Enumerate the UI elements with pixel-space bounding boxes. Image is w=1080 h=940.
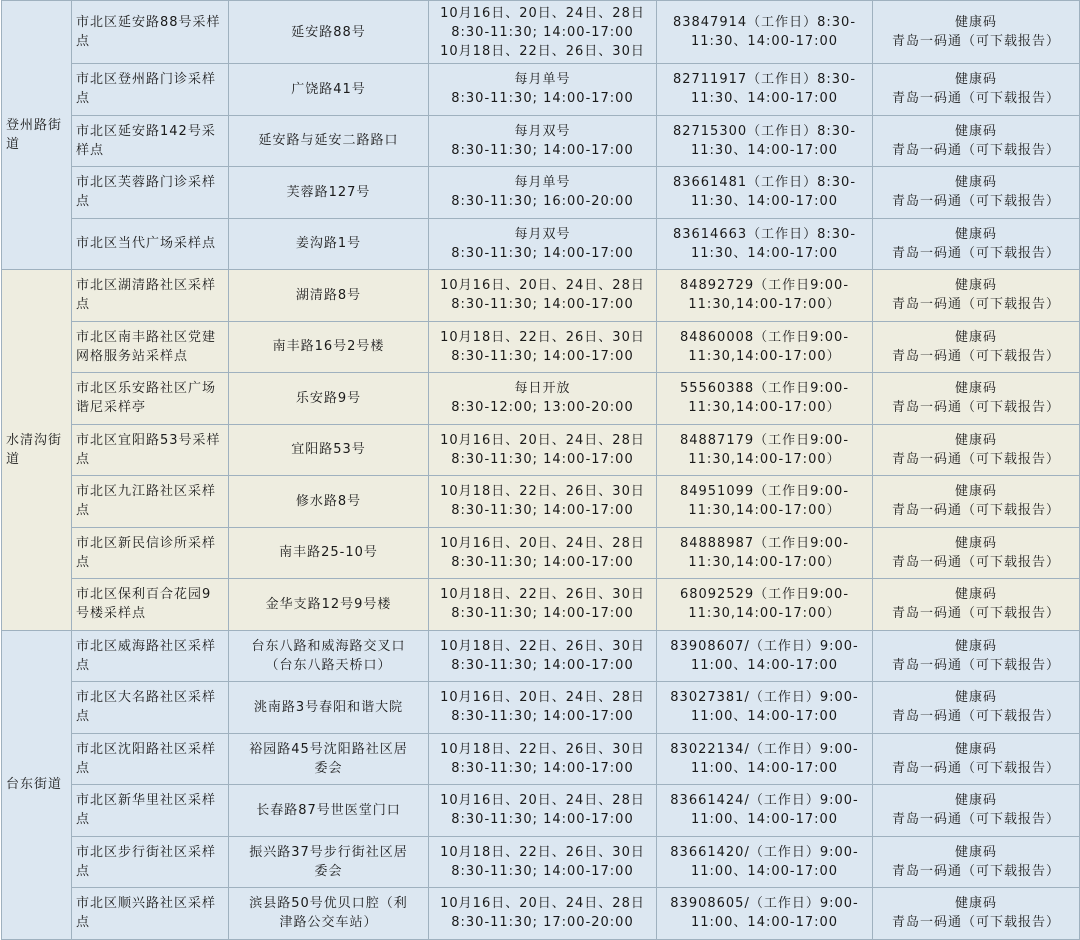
address-text: 振兴路37号步行街社区居 bbox=[249, 844, 408, 860]
phone-text: 83027381/（工作日）9:00- bbox=[670, 690, 859, 706]
code-text: 健康码 bbox=[954, 844, 997, 860]
hours-text: 8:30-11:30; 14:00-17:00 bbox=[451, 451, 634, 467]
code-text: 青岛一码通（可下载报告） bbox=[891, 657, 1060, 673]
site-name: 市北区步行街社区采样 bbox=[76, 844, 217, 860]
code-text: 健康码 bbox=[954, 896, 997, 912]
phone-text: 83661420/（工作日）9:00- bbox=[670, 844, 859, 860]
hours-text: 8:30-11:30; 14:00-17:00 bbox=[451, 606, 634, 622]
hours-text: 每月双号 bbox=[514, 123, 571, 139]
table-row bbox=[2, 527, 1080, 579]
site-name: 市北区威海路社区采样 bbox=[76, 638, 217, 654]
table-row bbox=[2, 476, 1080, 528]
site-name-cell bbox=[72, 888, 229, 940]
phone-cell bbox=[657, 527, 873, 579]
address-text: 滨县路50号优贝口腔（利 bbox=[249, 896, 408, 912]
address-text: 延安路与延安二路路口 bbox=[258, 133, 399, 149]
code-text: 青岛一码通（可下载报告） bbox=[891, 554, 1060, 570]
hours-text: 8:30-11:30; 14:00-17:00 bbox=[451, 812, 634, 828]
address-text: 南丰路25-10号 bbox=[279, 545, 378, 561]
table-row bbox=[2, 836, 1080, 888]
site-name: 市北区宜阳路53号采样 bbox=[76, 432, 221, 448]
code-requirement-cell bbox=[873, 1, 1080, 64]
table-row bbox=[2, 424, 1080, 476]
code-text: 健康码 bbox=[954, 175, 997, 191]
hours-text: 10月16日、20日、24日、28日 bbox=[440, 278, 645, 294]
code-text: 健康码 bbox=[954, 329, 997, 345]
phone-text: 83847914（工作日）8:30- bbox=[672, 15, 857, 30]
hours-text: 10月18日、22日、26日、30日 bbox=[440, 329, 645, 345]
site-name: 市北区当代广场采样点 bbox=[76, 236, 217, 252]
hours-cell bbox=[429, 579, 657, 631]
site-name: 样点 bbox=[76, 142, 105, 158]
address-cell bbox=[229, 733, 429, 785]
hours-text: 10月16日、20日、24日、28日 bbox=[440, 5, 645, 21]
code-text: 健康码 bbox=[954, 741, 997, 757]
phone-text: 11:30,14:00-17:00） bbox=[688, 348, 841, 364]
hours-text: 10月16日、20日、24日、28日 bbox=[440, 896, 645, 912]
hours-text: 8:30-11:30; 14:00-17:00 bbox=[451, 297, 634, 313]
address-cell bbox=[229, 424, 429, 476]
phone-text: 11:00、14:00-17:00 bbox=[690, 863, 839, 879]
code-requirement-cell bbox=[873, 733, 1080, 785]
site-name: 市北区新华里社区采样 bbox=[76, 793, 217, 809]
address-text: 津路公交车站） bbox=[279, 915, 378, 931]
phone-text: 83661424/（工作日）9:00- bbox=[670, 793, 859, 809]
hours-cell bbox=[429, 733, 657, 785]
address-text: 广饶路41号 bbox=[291, 81, 366, 97]
hours-text: 8:30-11:30; 14:00-17:00 bbox=[451, 91, 634, 107]
hours-cell bbox=[429, 527, 657, 579]
phone-text: 84892729（工作日9:00- bbox=[679, 278, 850, 294]
hours-cell bbox=[429, 476, 657, 528]
site-name-cell bbox=[72, 270, 229, 322]
site-name-cell bbox=[72, 64, 229, 116]
site-name: 市北区延安路142号采 bbox=[76, 123, 216, 139]
hours-text: 10月18日、22日、26日、30日 bbox=[440, 741, 645, 757]
phone-text: 82711917（工作日）8:30- bbox=[672, 72, 857, 88]
address-text: 延安路88号 bbox=[291, 24, 366, 40]
code-requirement-cell bbox=[873, 527, 1080, 579]
site-name: 点 bbox=[76, 297, 91, 313]
site-name: 号楼采样点 bbox=[76, 606, 147, 622]
phone-text: 11:30、14:00-17:00 bbox=[690, 142, 839, 158]
hours-text: 10月18日、22日、26日、30日 bbox=[440, 484, 645, 500]
table-row bbox=[2, 888, 1080, 940]
address-text: 委会 bbox=[314, 760, 343, 776]
street-cell bbox=[2, 1, 72, 270]
site-name-cell bbox=[72, 115, 229, 167]
phone-text: 84888987（工作日9:00- bbox=[679, 535, 850, 551]
address-cell bbox=[229, 836, 429, 888]
hours-cell bbox=[429, 321, 657, 373]
code-text: 青岛一码通（可下载报告） bbox=[891, 606, 1060, 622]
phone-cell bbox=[657, 579, 873, 631]
site-name: 市北区南丰路社区党建 bbox=[76, 329, 217, 345]
phone-text: 11:00、14:00-17:00 bbox=[690, 657, 839, 673]
address-text: （台东八路天桥口） bbox=[265, 657, 392, 673]
phone-text: 83908607/（工作日）9:00- bbox=[670, 638, 859, 654]
code-text: 青岛一码通（可下载报告） bbox=[891, 91, 1060, 107]
code-requirement-cell bbox=[873, 218, 1080, 270]
code-text: 青岛一码通（可下载报告） bbox=[891, 142, 1060, 158]
hours-text: 8:30-11:30; 14:00-17:00 bbox=[451, 348, 634, 364]
hours-cell bbox=[429, 64, 657, 116]
code-text: 健康码 bbox=[954, 15, 997, 30]
code-text: 健康码 bbox=[954, 587, 997, 603]
code-text: 健康码 bbox=[954, 381, 997, 397]
hours-text: 8:30-11:30; 14:00-17:00 bbox=[451, 245, 634, 261]
code-text: 健康码 bbox=[954, 226, 997, 242]
phone-cell bbox=[657, 785, 873, 837]
street-cell bbox=[2, 270, 72, 631]
hours-text: 8:30-11:30; 14:00-17:00 bbox=[451, 760, 634, 776]
hours-text: 8:30-12:00; 13:00-20:00 bbox=[451, 400, 634, 416]
address-cell bbox=[229, 115, 429, 167]
phone-text: 55560388（工作日9:00- bbox=[679, 381, 850, 397]
address-cell bbox=[229, 527, 429, 579]
code-requirement-cell bbox=[873, 115, 1080, 167]
street-name: 登州路街 bbox=[6, 118, 63, 133]
hours-text: 每月双号 bbox=[514, 226, 571, 242]
site-name: 谐尼采样亭 bbox=[76, 400, 147, 416]
address-cell bbox=[229, 682, 429, 734]
code-text: 青岛一码通（可下载报告） bbox=[891, 194, 1060, 210]
site-name: 市北区沈阳路社区采样 bbox=[76, 741, 217, 757]
street-name: 道 bbox=[6, 451, 21, 467]
phone-cell bbox=[657, 630, 873, 682]
table-row bbox=[2, 167, 1080, 219]
code-requirement-cell bbox=[873, 836, 1080, 888]
code-text: 青岛一码通（可下载报告） bbox=[891, 503, 1060, 519]
table-row bbox=[2, 579, 1080, 631]
address-cell bbox=[229, 888, 429, 940]
table-row bbox=[2, 115, 1080, 167]
code-text: 健康码 bbox=[954, 123, 997, 139]
phone-text: 11:30,14:00-17:00） bbox=[688, 503, 841, 519]
phone-text: 11:30,14:00-17:00） bbox=[688, 400, 841, 416]
phone-cell bbox=[657, 682, 873, 734]
code-text: 青岛一码通（可下载报告） bbox=[891, 812, 1060, 828]
table-row bbox=[2, 785, 1080, 837]
site-name-cell bbox=[72, 527, 229, 579]
street-name: 水清沟街 bbox=[6, 432, 63, 448]
site-name: 点 bbox=[76, 91, 91, 107]
hours-text: 每月单号 bbox=[514, 72, 571, 88]
address-text: 裕园路45号沈阳路社区居 bbox=[249, 741, 408, 757]
address-cell bbox=[229, 630, 429, 682]
hours-text: 10月18日、22日、26日、30日 bbox=[440, 587, 645, 603]
code-requirement-cell bbox=[873, 888, 1080, 940]
table-row bbox=[2, 270, 1080, 322]
code-text: 青岛一码通（可下载报告） bbox=[891, 760, 1060, 776]
address-cell bbox=[229, 64, 429, 116]
phone-cell bbox=[657, 115, 873, 167]
site-name-cell bbox=[72, 167, 229, 219]
site-name-cell bbox=[72, 630, 229, 682]
address-cell bbox=[229, 579, 429, 631]
code-text: 青岛一码通（可下载报告） bbox=[891, 34, 1060, 49]
phone-cell bbox=[657, 373, 873, 425]
hours-text: 8:30-11:30; 14:00-17:00 bbox=[451, 554, 634, 570]
address-cell bbox=[229, 785, 429, 837]
code-text: 健康码 bbox=[954, 72, 997, 88]
table-row bbox=[2, 373, 1080, 425]
phone-text: 11:30、14:00-17:00 bbox=[690, 245, 839, 261]
phone-text: 11:30、14:00-17:00 bbox=[690, 194, 839, 210]
code-text: 青岛一码通（可下载报告） bbox=[891, 245, 1060, 261]
hours-text: 10月18日、22日、26日、30日 bbox=[440, 844, 645, 860]
site-name: 市北区延安路88号采样 bbox=[76, 15, 221, 30]
address-text: 长春路87号世医堂门口 bbox=[256, 802, 401, 818]
table-row bbox=[2, 682, 1080, 734]
site-name-cell bbox=[72, 733, 229, 785]
phone-text: 83661481（工作日）8:30- bbox=[672, 175, 857, 191]
code-text: 健康码 bbox=[954, 484, 997, 500]
code-requirement-cell bbox=[873, 579, 1080, 631]
code-requirement-cell bbox=[873, 321, 1080, 373]
address-cell bbox=[229, 167, 429, 219]
address-cell bbox=[229, 373, 429, 425]
phone-cell bbox=[657, 167, 873, 219]
hours-text: 8:30-11:30; 14:00-17:00 bbox=[451, 657, 634, 673]
code-text: 健康码 bbox=[954, 432, 997, 448]
hours-text: 每月单号 bbox=[514, 175, 571, 191]
phone-cell bbox=[657, 888, 873, 940]
address-text: 委会 bbox=[314, 863, 343, 879]
phone-text: 11:30,14:00-17:00） bbox=[688, 297, 841, 313]
code-text: 青岛一码通（可下载报告） bbox=[891, 297, 1060, 313]
table-row bbox=[2, 218, 1080, 270]
table-row bbox=[2, 733, 1080, 785]
hours-cell bbox=[429, 115, 657, 167]
code-requirement-cell bbox=[873, 476, 1080, 528]
code-text: 青岛一码通（可下载报告） bbox=[891, 400, 1060, 416]
site-name: 点 bbox=[76, 194, 91, 210]
hours-text: 8:30-11:30; 14:00-17:00 bbox=[451, 142, 634, 158]
code-requirement-cell bbox=[873, 630, 1080, 682]
site-name: 点 bbox=[76, 503, 91, 519]
address-text: 台东八路和威海路交叉口 bbox=[251, 638, 406, 654]
site-name-cell bbox=[72, 785, 229, 837]
address-text: 姜沟路1号 bbox=[295, 236, 362, 252]
site-name-cell bbox=[72, 836, 229, 888]
phone-text: 83614663（工作日）8:30- bbox=[672, 226, 857, 242]
phone-text: 11:00、14:00-17:00 bbox=[690, 915, 839, 931]
phone-cell bbox=[657, 64, 873, 116]
hours-cell bbox=[429, 167, 657, 219]
site-name: 市北区登州路门诊采样 bbox=[76, 72, 217, 88]
site-name-cell bbox=[72, 321, 229, 373]
hours-text: 10月16日、20日、24日、28日 bbox=[440, 690, 645, 706]
phone-text: 83908605/（工作日）9:00- bbox=[670, 896, 859, 912]
phone-cell bbox=[657, 424, 873, 476]
phone-text: 84860008（工作日9:00- bbox=[679, 329, 850, 345]
hours-text: 10月16日、20日、24日、28日 bbox=[440, 535, 645, 551]
hours-text: 8:30-11:30; 17:00-20:00 bbox=[451, 915, 634, 931]
code-text: 健康码 bbox=[954, 690, 997, 706]
hours-cell bbox=[429, 888, 657, 940]
phone-text: 11:30、14:00-17:00 bbox=[690, 91, 839, 107]
table-body bbox=[2, 1, 1080, 940]
phone-cell bbox=[657, 321, 873, 373]
code-requirement-cell bbox=[873, 64, 1080, 116]
hours-text: 8:30-11:30; 14:00-17:00 bbox=[451, 503, 634, 519]
address-text: 金华支路12号9号楼 bbox=[265, 596, 392, 612]
phone-text: 11:30,14:00-17:00） bbox=[688, 554, 841, 570]
site-name: 市北区九江路社区采样 bbox=[76, 484, 217, 500]
site-name: 点 bbox=[76, 863, 91, 879]
table-row bbox=[2, 1, 1080, 64]
code-text: 青岛一码通（可下载报告） bbox=[891, 451, 1060, 467]
code-requirement-cell bbox=[873, 373, 1080, 425]
table-row bbox=[2, 630, 1080, 682]
phone-cell bbox=[657, 836, 873, 888]
code-text: 青岛一码通（可下载报告） bbox=[891, 863, 1060, 879]
site-name: 市北区乐安路社区广场 bbox=[76, 381, 217, 397]
phone-text: 84951099（工作日9:00- bbox=[679, 484, 850, 500]
hours-text: 8:30-11:30; 14:00-17:00 bbox=[451, 863, 634, 879]
site-name: 市北区芙蓉路门诊采样 bbox=[76, 175, 217, 191]
address-text: 宜阳路53号 bbox=[291, 442, 366, 458]
phone-text: 11:00、14:00-17:00 bbox=[690, 709, 839, 725]
phone-text: 11:00、14:00-17:00 bbox=[690, 812, 839, 828]
site-name: 市北区湖清路社区采样 bbox=[76, 278, 217, 294]
site-name: 点 bbox=[76, 451, 91, 467]
hours-cell bbox=[429, 218, 657, 270]
hours-cell bbox=[429, 373, 657, 425]
table-row bbox=[2, 321, 1080, 373]
site-name: 市北区保利百合花园9 bbox=[76, 587, 212, 603]
address-text: 乐安路9号 bbox=[295, 390, 362, 406]
site-name: 点 bbox=[76, 554, 91, 570]
address-text: 芙蓉路127号 bbox=[286, 184, 371, 200]
site-name-cell bbox=[72, 424, 229, 476]
phone-text: 11:30,14:00-17:00） bbox=[688, 606, 841, 622]
site-name: 点 bbox=[76, 657, 91, 673]
phone-cell bbox=[657, 476, 873, 528]
hours-cell bbox=[429, 785, 657, 837]
phone-cell bbox=[657, 1, 873, 64]
hours-cell bbox=[429, 630, 657, 682]
phone-text: 11:00、14:00-17:00 bbox=[690, 760, 839, 776]
phone-text: 68092529（工作日9:00- bbox=[679, 587, 850, 603]
code-requirement-cell bbox=[873, 424, 1080, 476]
hours-text: 每日开放 bbox=[514, 381, 571, 397]
code-requirement-cell bbox=[873, 270, 1080, 322]
site-name: 点 bbox=[76, 812, 91, 828]
address-text: 湖清路8号 bbox=[295, 287, 362, 303]
code-text: 健康码 bbox=[954, 535, 997, 551]
site-name-cell bbox=[72, 682, 229, 734]
phone-text: 11:30,14:00-17:00） bbox=[688, 451, 841, 467]
site-name: 市北区新民信诊所采样 bbox=[76, 535, 217, 551]
hours-cell bbox=[429, 270, 657, 322]
hours-cell bbox=[429, 682, 657, 734]
code-requirement-cell bbox=[873, 785, 1080, 837]
hours-cell bbox=[429, 424, 657, 476]
phone-cell bbox=[657, 218, 873, 270]
hours-text: 10月16日、20日、24日、28日 bbox=[440, 432, 645, 448]
address-cell bbox=[229, 270, 429, 322]
street-cell bbox=[2, 630, 72, 939]
code-text: 健康码 bbox=[954, 278, 997, 294]
site-name: 点 bbox=[76, 34, 91, 49]
address-cell bbox=[229, 476, 429, 528]
phone-text: 83022134/（工作日）9:00- bbox=[670, 741, 859, 757]
phone-cell bbox=[657, 270, 873, 322]
site-name: 市北区顺兴路社区采样 bbox=[76, 896, 217, 912]
table-row bbox=[2, 64, 1080, 116]
phone-text: 11:30、14:00-17:00 bbox=[690, 34, 839, 49]
phone-text: 82715300（工作日）8:30- bbox=[672, 123, 857, 139]
phone-text: 84887179（工作日9:00- bbox=[679, 432, 850, 448]
site-name-cell bbox=[72, 373, 229, 425]
code-requirement-cell bbox=[873, 682, 1080, 734]
hours-text: 8:30-11:30; 14:00-17:00 bbox=[451, 24, 634, 40]
hours-cell bbox=[429, 1, 657, 64]
code-text: 青岛一码通（可下载报告） bbox=[891, 348, 1060, 364]
sampling-sites-table bbox=[1, 0, 1080, 940]
site-name-cell bbox=[72, 1, 229, 64]
code-text: 青岛一码通（可下载报告） bbox=[891, 915, 1060, 931]
code-text: 健康码 bbox=[954, 638, 997, 654]
address-text: 修水路8号 bbox=[295, 493, 362, 509]
site-name: 点 bbox=[76, 760, 91, 776]
site-name: 市北区大名路社区采样 bbox=[76, 690, 217, 706]
hours-text: 8:30-11:30; 14:00-17:00 bbox=[451, 709, 634, 725]
site-name: 网格服务站采样点 bbox=[76, 348, 189, 364]
site-name: 点 bbox=[76, 915, 91, 931]
site-name-cell bbox=[72, 476, 229, 528]
hours-text: 10月16日、20日、24日、28日 bbox=[440, 793, 645, 809]
code-text: 青岛一码通（可下载报告） bbox=[891, 709, 1060, 725]
address-cell bbox=[229, 218, 429, 270]
code-requirement-cell bbox=[873, 167, 1080, 219]
hours-text: 10月18日、22日、26日、30日 bbox=[440, 43, 645, 59]
site-name-cell bbox=[72, 218, 229, 270]
site-name: 点 bbox=[76, 709, 91, 725]
address-text: 洮南路3号春阳和谐大院 bbox=[253, 699, 404, 715]
street-name: 台东街道 bbox=[6, 777, 63, 792]
code-text: 健康码 bbox=[954, 793, 997, 809]
hours-text: 8:30-11:30; 16:00-20:00 bbox=[451, 194, 634, 210]
site-name-cell bbox=[72, 579, 229, 631]
hours-cell bbox=[429, 836, 657, 888]
address-text: 南丰路16号2号楼 bbox=[272, 339, 385, 355]
phone-cell bbox=[657, 733, 873, 785]
hours-text: 10月18日、22日、26日、30日 bbox=[440, 638, 645, 654]
street-name: 道 bbox=[6, 137, 21, 152]
address-cell bbox=[229, 321, 429, 373]
address-cell bbox=[229, 1, 429, 64]
